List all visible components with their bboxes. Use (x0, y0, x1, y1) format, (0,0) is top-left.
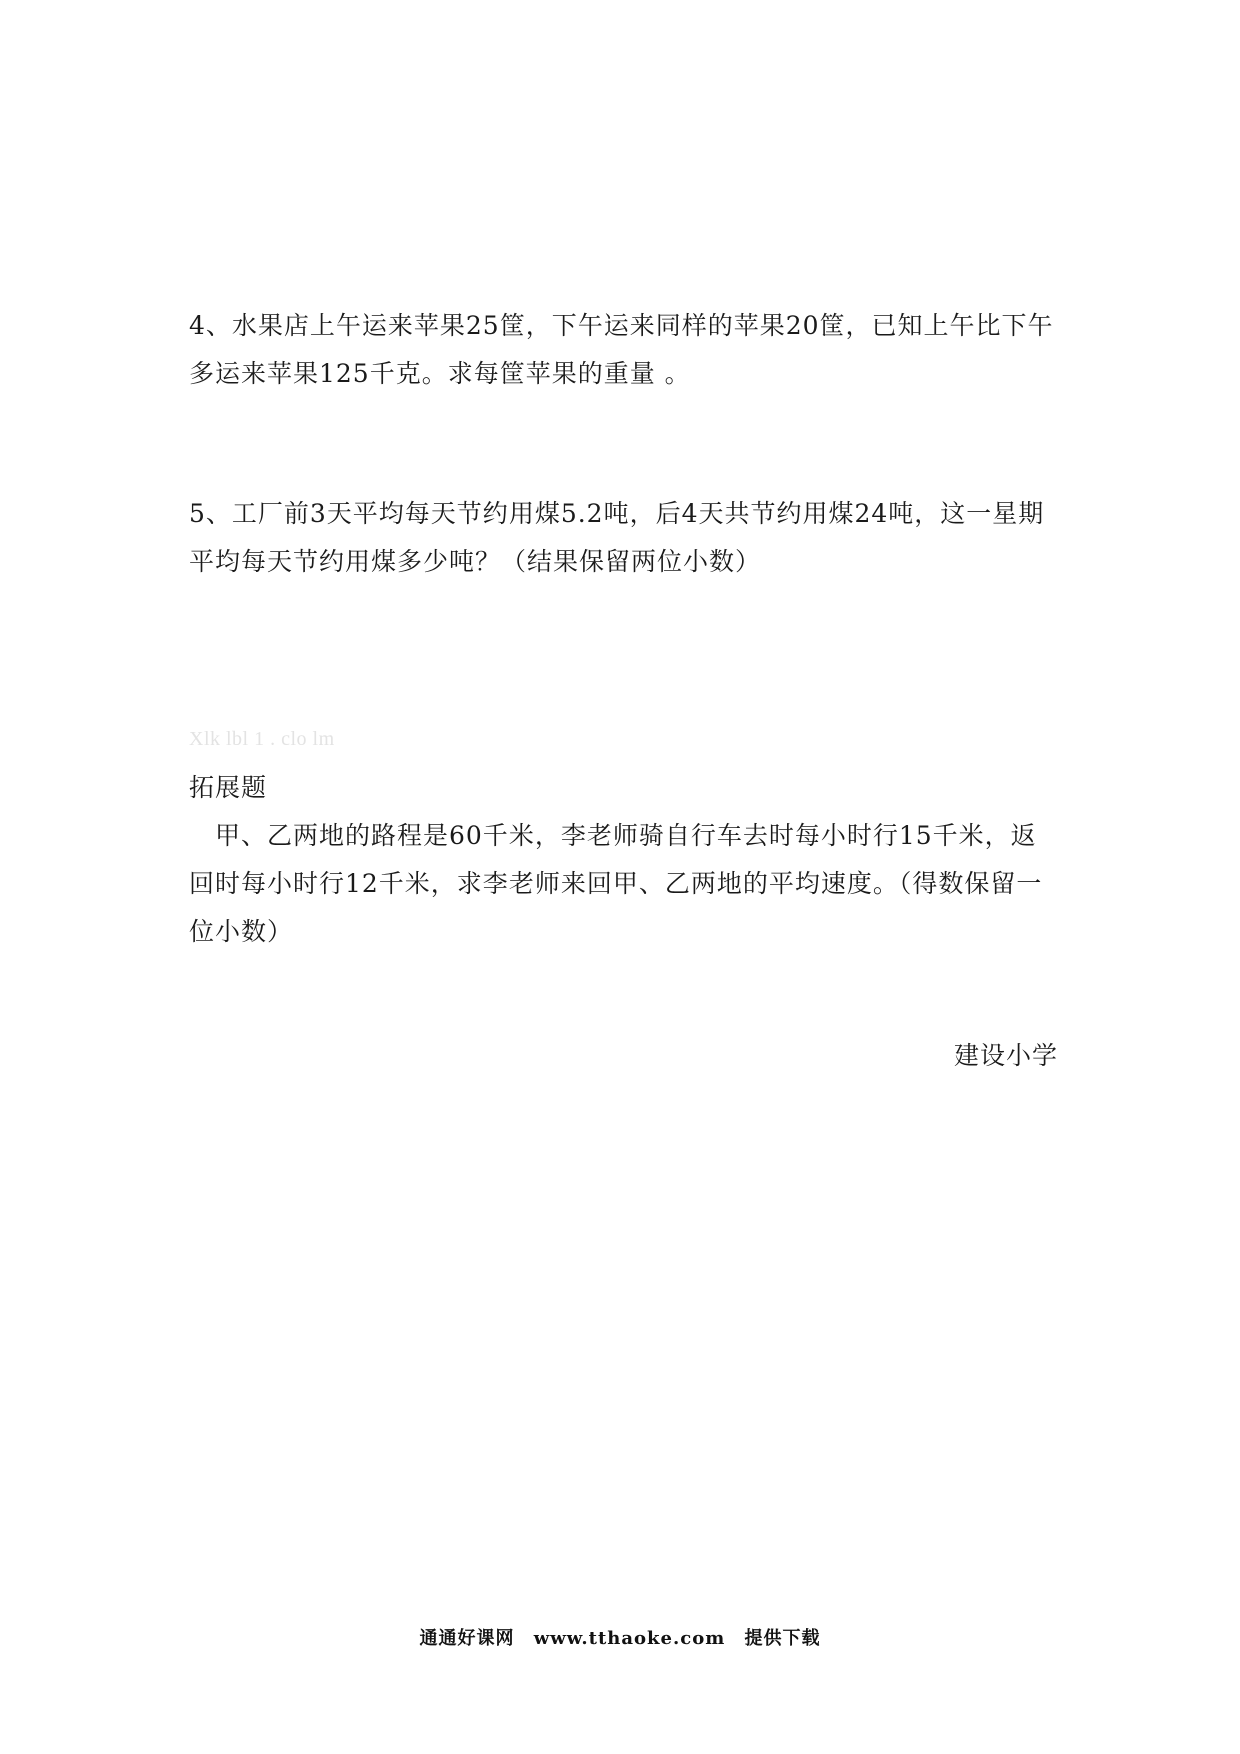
question-5: 5、工厂前3天平均每天节约用煤5.2吨，后4天共节约用煤24吨，这一星期平均每天节约用煤多少吨？（结果保留两位小数） (189, 499, 1045, 576)
extension-question: 甲、乙两地的路程是60千米，李老师骑自行车去时每小时行15千米，返回时每小时行12千米，求李老师来回甲、乙两地的平均速度。（得数保留一位小数） (189, 821, 1043, 946)
page-footer (0, 1624, 1240, 1650)
footer-url[interactable]: www.tthaoke.com (533, 1628, 726, 1649)
faint-watermark-text: Xlk lbl 1 . clo lm (189, 728, 335, 750)
extension-heading: 拓展题 (189, 773, 268, 802)
footer-download-text: 提供下载 (744, 1628, 821, 1649)
question-4: 4、水果店上午运来苹果25筐，下午运来同样的苹果20筐，已知上午比下午多运来苹果125千克。求每筐苹果的重量 。 (189, 311, 1054, 388)
footer-site-name: 通通好课网 (419, 1628, 515, 1649)
school-name: 建设小学 (953, 1041, 1058, 1070)
